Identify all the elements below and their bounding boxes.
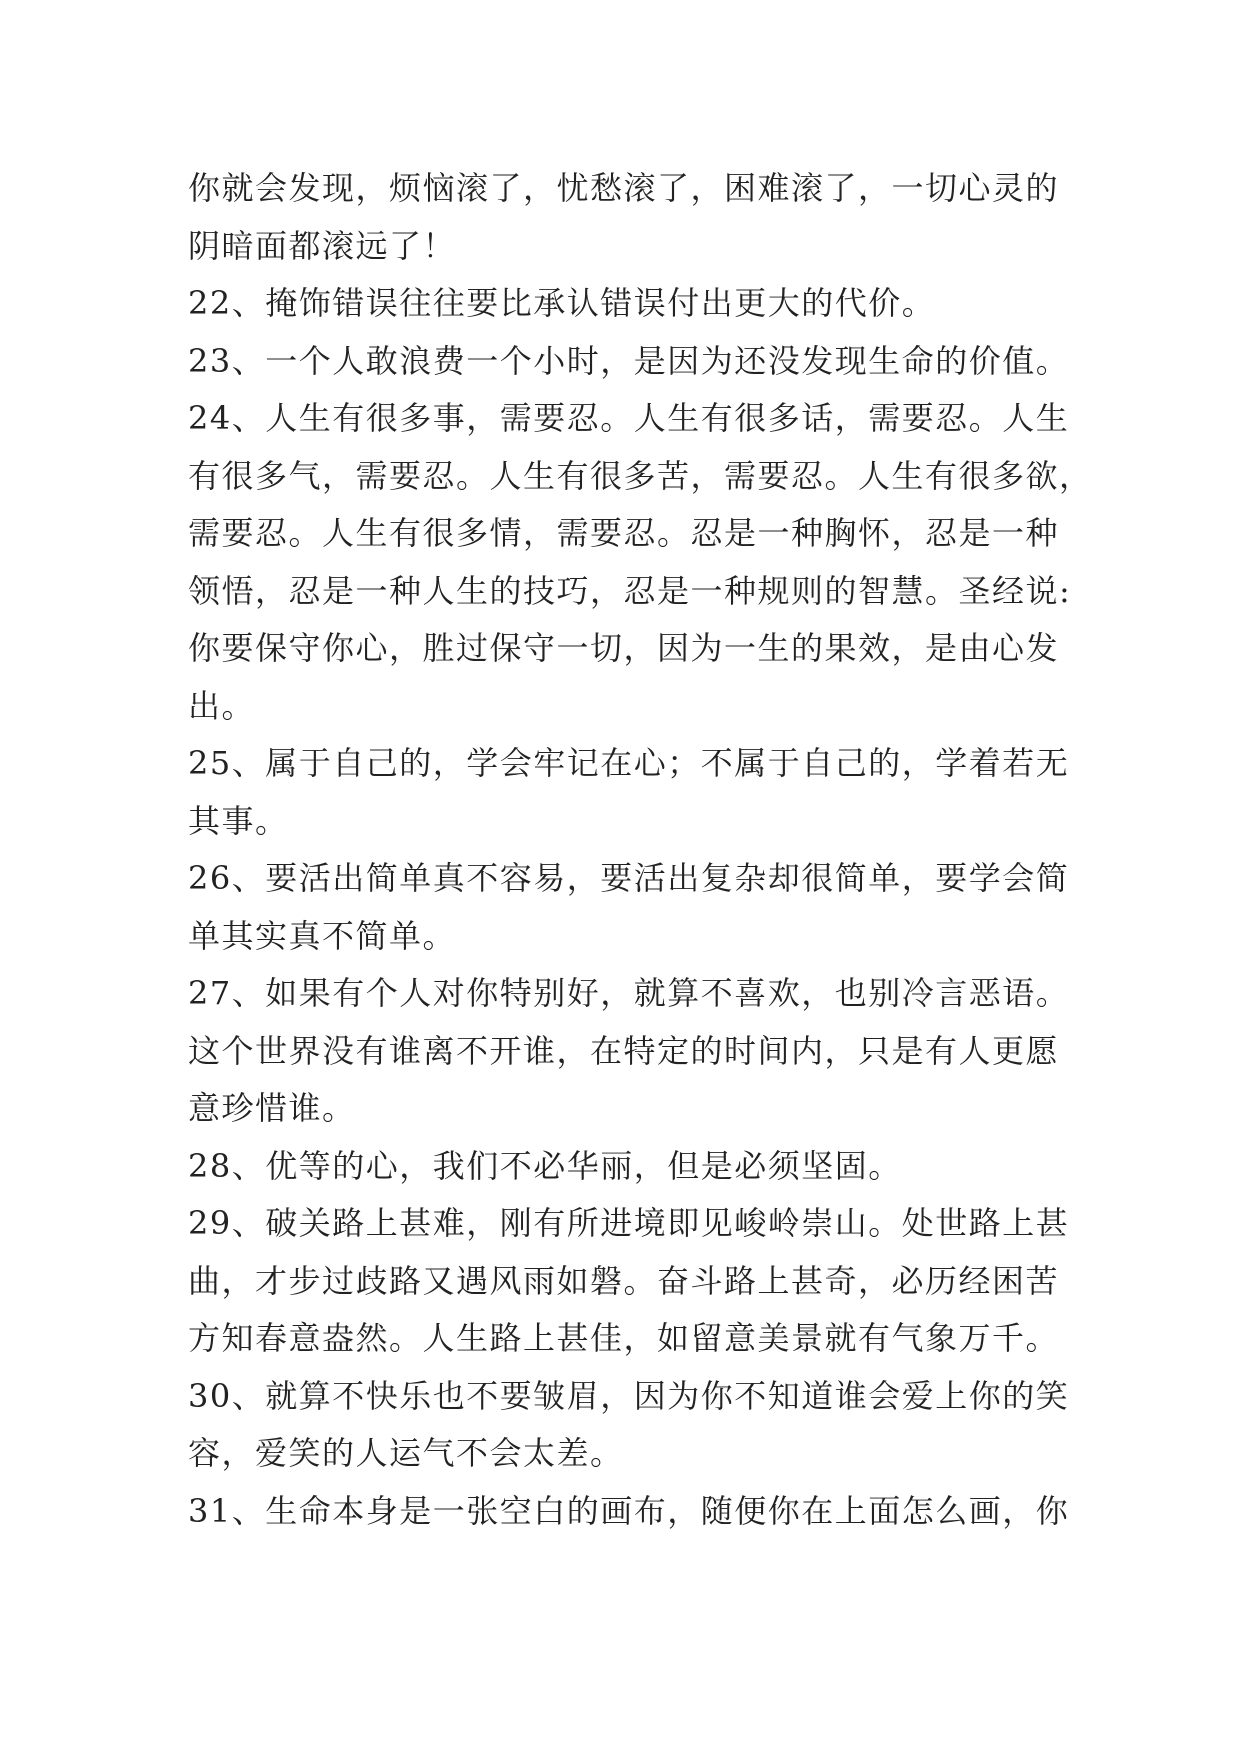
text-line: 阴暗面都滚远了！: [188, 226, 457, 265]
text-line: 25、属于自己的，学会牢记在心；不属于自己的，学着若无: [188, 744, 1070, 782]
text-line: 出。: [188, 686, 256, 725]
text-line: 曲，才步过歧路又遇风雨如磐。奋斗路上甚奇，必历经困苦: [188, 1261, 1060, 1300]
text-line: 意珍惜谁。: [188, 1089, 356, 1127]
text-line: 有很多气，需要忍。人生有很多苦，需要忍。人生有很多欲，: [188, 456, 1093, 495]
text-line: 23、一个人敢浪费一个小时，是因为还没发现生命的价值。: [188, 341, 1070, 380]
text-line: 单其实真不简单。: [188, 916, 457, 955]
text-line: 方知春意盎然。人生路上甚佳，如留意美景就有气象万千。: [188, 1319, 1060, 1357]
text-line: 这个世界没有谁离不开谁，在特定的时间内，只是有人更愿: [188, 1031, 1060, 1070]
text-line: 容，爱笑的人运气不会太差。: [188, 1434, 624, 1472]
text-line: 其事。: [188, 801, 289, 840]
text-line: 你就会发现，烦恼滚了，忧愁滚了，困难滚了，一切心灵的: [188, 169, 1060, 207]
text-line: 需要忍。人生有很多情，需要忍。忍是一种胸怀，忍是一种: [188, 514, 1060, 552]
text-line: 领悟，忍是一种人生的技巧，忍是一种规则的智慧。圣经说:: [188, 571, 1072, 610]
text-line: 你要保守你心，胜过保守一切，因为一生的果效，是由心发: [188, 629, 1060, 667]
text-line: 31、生命本身是一张空白的画布，随便你在上面怎么画，你: [188, 1491, 1070, 1530]
text-line: 30、就算不快乐也不要皱眉，因为你不知道谁会爱上你的笑: [188, 1376, 1070, 1415]
text-line: 26、要活出简单真不容易，要活出复杂却很简单，要学会简: [188, 859, 1070, 897]
text-line: 24、人生有很多事，需要忍。人生有很多话，需要忍。人生: [188, 399, 1070, 437]
text-line: 27、如果有个人对你特别好，就算不喜欢，也别冷言恶语。: [188, 974, 1070, 1012]
text-line: 28、优等的心，我们不必华丽，但是必须坚固。: [188, 1146, 902, 1185]
text-line: 22、掩饰错误往往要比承认错误付出更大的代价。: [188, 284, 936, 322]
text-line: 29、破关路上甚难，刚有所进境即见峻岭崇山。处世路上甚: [188, 1204, 1070, 1242]
document-body: [188, 160, 1093, 1540]
